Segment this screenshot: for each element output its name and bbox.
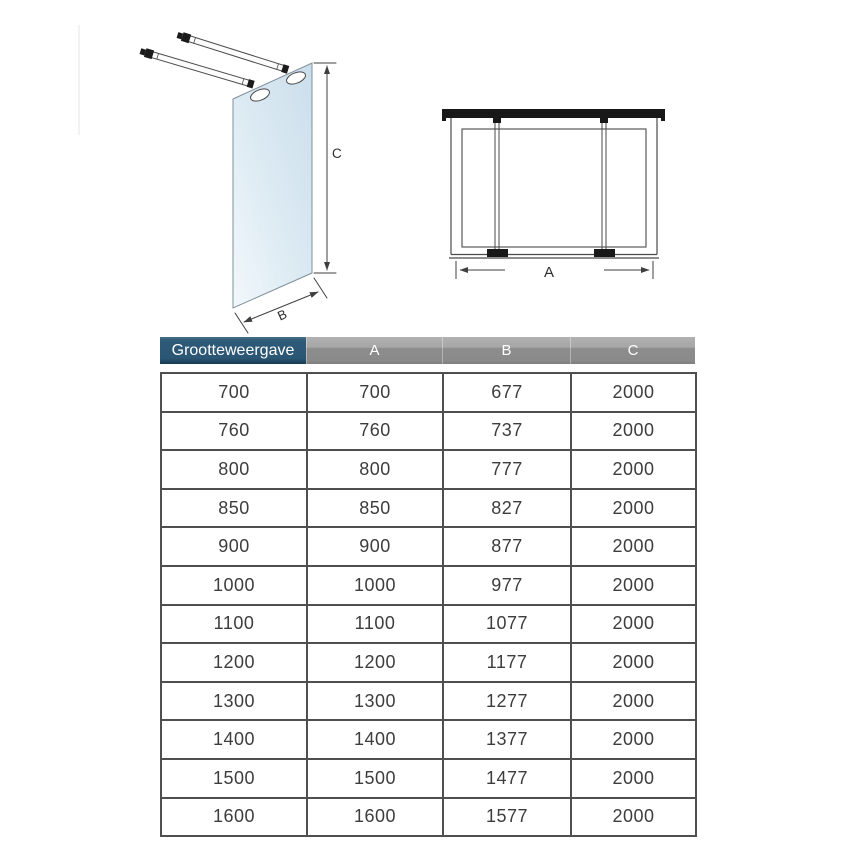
table-cell: 900 xyxy=(307,527,443,566)
table-cell: 2000 xyxy=(571,759,696,798)
table-cell: 1077 xyxy=(443,605,571,644)
size-table xyxy=(160,372,697,837)
table-cell: 1477 xyxy=(443,759,571,798)
table-cell: 827 xyxy=(443,489,571,528)
table-row xyxy=(161,759,696,798)
side-view-diagram xyxy=(139,31,342,333)
support-rod-left xyxy=(487,118,508,257)
glass-outline-inner xyxy=(462,129,646,247)
rod-foot-right xyxy=(594,249,615,257)
table-cell: 1000 xyxy=(161,566,307,605)
width-dimension-label: A xyxy=(543,264,555,281)
table-cell: 1177 xyxy=(443,643,571,682)
table-cell: 2000 xyxy=(571,605,696,644)
table-row xyxy=(161,566,696,605)
table-cell: 1200 xyxy=(307,643,443,682)
table-cell: 1400 xyxy=(161,720,307,759)
table-cell: 760 xyxy=(307,412,443,451)
table-row xyxy=(161,682,696,721)
size-table-body xyxy=(161,373,696,836)
table-cell: 850 xyxy=(307,489,443,528)
table-cell: 1300 xyxy=(307,682,443,721)
table-cell: 2000 xyxy=(571,720,696,759)
table-cell: 2000 xyxy=(571,489,696,528)
table-cell: 700 xyxy=(307,373,443,412)
table-cell: 2000 xyxy=(571,643,696,682)
table-cell: 1200 xyxy=(161,643,307,682)
table-row xyxy=(161,643,696,682)
table-cell: 2000 xyxy=(571,450,696,489)
table-row xyxy=(161,527,696,566)
table-cell: 1000 xyxy=(307,566,443,605)
table-row xyxy=(161,489,696,528)
table-row xyxy=(161,605,696,644)
table-cell: 2000 xyxy=(571,412,696,451)
table-cell: 2000 xyxy=(571,566,696,605)
table-row xyxy=(161,720,696,759)
glass-outline-outer xyxy=(449,118,659,258)
table-row xyxy=(161,412,696,451)
table-cell: 2000 xyxy=(571,527,696,566)
top-view-diagram xyxy=(442,109,665,281)
table-cell: 677 xyxy=(443,373,571,412)
table-cell: 1300 xyxy=(161,682,307,721)
table-cell: 737 xyxy=(443,412,571,451)
table-row xyxy=(161,450,696,489)
table-cell: 877 xyxy=(443,527,571,566)
height-dimension-label: C xyxy=(332,146,342,161)
table-cell: 760 xyxy=(161,412,307,451)
table-cell: 1600 xyxy=(161,798,307,837)
table-cell: 1500 xyxy=(307,759,443,798)
table-cell: 1100 xyxy=(161,605,307,644)
table-cell: 800 xyxy=(307,450,443,489)
table-cell: 1377 xyxy=(443,720,571,759)
table-cell: 1400 xyxy=(307,720,443,759)
table-cell: 777 xyxy=(443,450,571,489)
table-cell: 1577 xyxy=(443,798,571,837)
technical-diagrams xyxy=(0,0,848,336)
table-row xyxy=(161,798,696,837)
table-cell: 1100 xyxy=(307,605,443,644)
width-dimension xyxy=(456,261,653,279)
table-cell: 1277 xyxy=(443,682,571,721)
table-cell: 1600 xyxy=(307,798,443,837)
table-cell: 2000 xyxy=(571,682,696,721)
height-dimension xyxy=(314,63,336,273)
header-cell-c: C xyxy=(570,337,695,364)
size-table-header xyxy=(160,337,695,364)
table-cell: 1500 xyxy=(161,759,307,798)
header-cell-b: B xyxy=(442,337,570,364)
glass-panel xyxy=(233,63,312,308)
table-cell: 2000 xyxy=(571,798,696,837)
table-cell: 2000 xyxy=(571,373,696,412)
table-cell: 850 xyxy=(161,489,307,528)
table-cell: 800 xyxy=(161,450,307,489)
wall-profile-bar xyxy=(442,109,665,118)
bottom-width-dimension-label: B xyxy=(275,306,290,324)
table-cell: 900 xyxy=(161,527,307,566)
header-cell-a: A xyxy=(306,337,442,364)
table-cell: 700 xyxy=(161,373,307,412)
support-rod-right xyxy=(594,118,615,257)
rod-foot-left xyxy=(487,249,508,257)
header-cell-size: Grootteweergave xyxy=(160,337,306,364)
table-cell: 977 xyxy=(443,566,571,605)
table-row xyxy=(161,373,696,412)
